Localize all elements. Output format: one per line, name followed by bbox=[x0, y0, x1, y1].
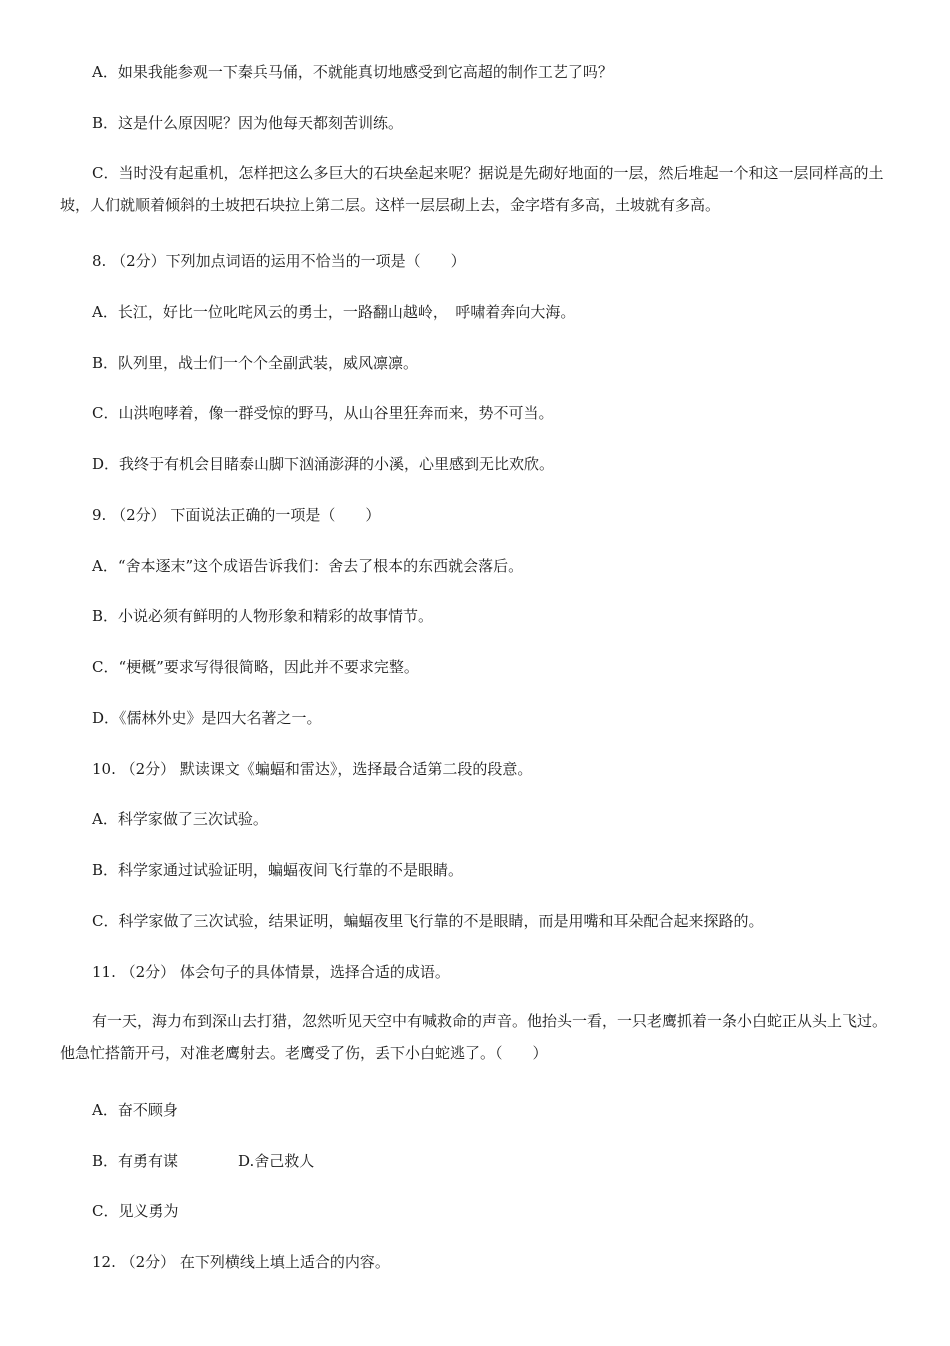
q7-option-b: B．这是什么原因呢？因为他每天都刻苦训练。 bbox=[92, 114, 404, 132]
q8-stem: 8. （2分）下列加点词语的运用不恰当的一项是（ ） bbox=[92, 252, 466, 270]
q8-option-b: B．队列里，战士们一个个全副武装，威风凛凛。 bbox=[92, 354, 419, 372]
q10-option-a: A．科学家做了三次试验。 bbox=[92, 810, 268, 828]
q9-option-c: C．“梗概”要求写得很简略，因此并不要求完整。 bbox=[92, 658, 419, 676]
q11-option-b: B．有勇有谋 bbox=[92, 1152, 179, 1170]
q11-option-c: C．见义勇为 bbox=[92, 1202, 179, 1220]
q11-passage: 有一天，海力布到深山去打猎，忽然听见天空中有喊救命的声音。他抬头一看，一只老鹰抓着一条小白蛇正从头上飞过。他急忙搭箭开弓，对准老鹰射去。老鹰受了伤，丢下小白蛇逃了。（ ） bbox=[60, 1012, 888, 1062]
q11-stem: 11. （2分） 体会句子的具体情景，选择合适的成语。 bbox=[92, 963, 450, 981]
q9-option-d: D．《儒林外史》是四大名著之一。 bbox=[92, 709, 322, 727]
q10-option-c: C．科学家做了三次试验，结果证明，蝙蝠夜里飞行靠的不是眼睛，而是用嘴和耳朵配合起来探路的。 bbox=[92, 912, 764, 930]
q9-option-b: B．小说必须有鲜明的人物形象和精彩的故事情节。 bbox=[92, 607, 434, 625]
q11-option-b-row bbox=[92, 1152, 892, 1170]
q11-option-a: A．奋不顾身 bbox=[92, 1101, 178, 1119]
q9-stem: 9. （2分） 下面说法正确的一项是（ ） bbox=[92, 506, 381, 524]
q10-option-b: B．科学家通过试验证明，蝙蝠夜间飞行靠的不是眼睛。 bbox=[92, 861, 464, 879]
q12-stem: 12. （2分） 在下列横线上填上适合的内容。 bbox=[92, 1253, 390, 1271]
q9-option-a: A．“舍本逐末”这个成语告诉我们：舍去了根本的东西就会落后。 bbox=[92, 557, 524, 575]
q10-stem: 10. （2分） 默读课文《蝙蝠和雷达》，选择最合适第二段的段意。 bbox=[92, 760, 533, 778]
q8-option-c: C．山洪咆哮着，像一群受惊的野马，从山谷里狂奔而来，势不可当。 bbox=[92, 404, 554, 422]
q8-option-a: A．长江，好比一位叱咤风云的勇士，一路翻山越岭， 呼啸着奔向大海。 bbox=[92, 303, 576, 321]
q8-option-d: D．我终于有机会目睹泰山脚下汹涌澎湃的小溪，心里感到无比欢欣。 bbox=[92, 455, 555, 473]
q11-option-d: D.舍己救人 bbox=[238, 1152, 315, 1170]
q7-option-c: C．当时没有起重机，怎样把这么多巨大的石块垒起来呢？据说是先砌好地面的一层，然后堆起一个和这一层同样高的土坡，人们就顺着倾斜的土坡把石块拉上第二层。这样一层层砌上去，金字塔有多高，土坡就有多高。 bbox=[60, 164, 884, 214]
q7-option-a: A．如果我能参观一下秦兵马俑，不就能真切地感受到它高超的制作工艺了吗？ bbox=[92, 63, 613, 81]
